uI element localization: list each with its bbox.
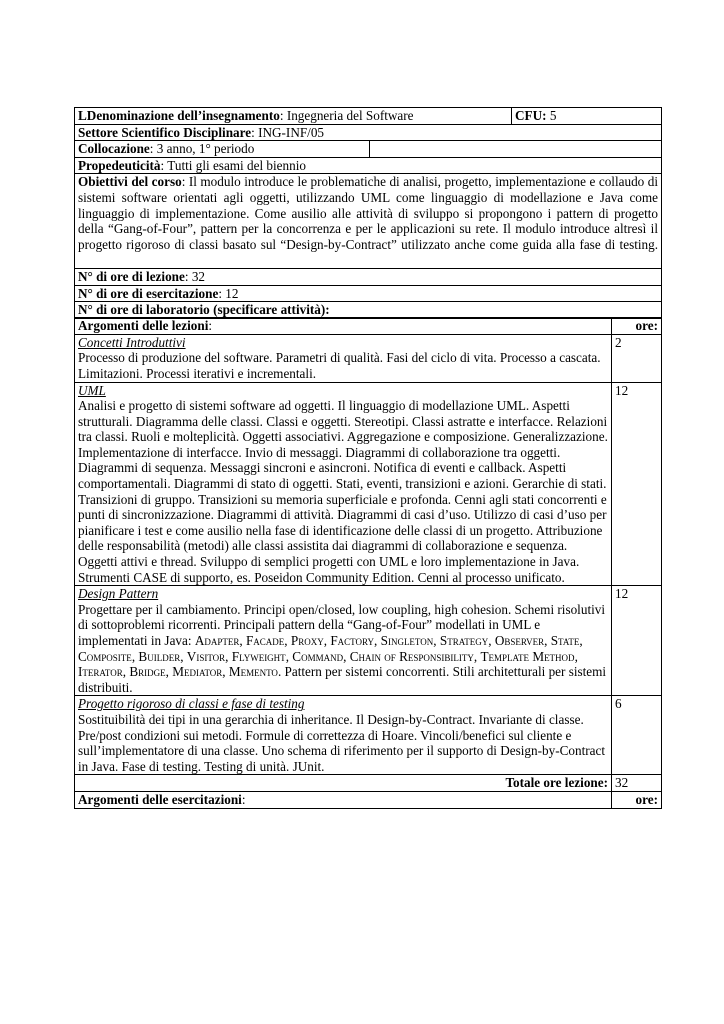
cell-esercitazioni-ore-heading: ore:	[612, 791, 662, 808]
denominazione-label: LDenominazione dell’insegnamento	[78, 108, 280, 123]
row-ore-esercitazione	[75, 285, 662, 302]
design-pattern-intro: Progettare per il cambiamento. Principi open/closed, low coupling, high cohesion. Schemi risolutivi di sottoproblemi ricorrenti. Principali pattern della “Gang-of-Four” modellati in UML e implementati in Java:	[78, 601, 606, 648]
cell-ore-esercitazione: N° di ore di esercitazione: 12	[75, 285, 662, 302]
pattern-name: Memento	[228, 664, 278, 680]
ore-esercitazione-value: 12	[225, 285, 239, 301]
lezioni-ore-heading: ore	[635, 318, 654, 334]
row-ore-laboratorio	[75, 302, 662, 319]
pattern-list: Adapter, Facade, Proxy, Factory, Singleton, Strategy, Observer, State, Composite, Builder, Visitor, Flyweight, Command, Chain of Responsibility, Template Method, Iterator, Bridge, Mediator, Memento.	[78, 633, 583, 680]
propedeuticita-value: Tutti gli esami del biennio	[167, 157, 306, 173]
ore-esercitazione-label: N° di ore di esercitazione	[78, 285, 219, 301]
row-settore	[75, 124, 662, 141]
cell-cfu	[512, 108, 662, 125]
topic-hours: 12	[612, 382, 662, 586]
row-ore-lezione	[75, 268, 662, 285]
pattern-name: Proxy	[290, 633, 324, 648]
cell-settore: Settore Scientifico Disciplinare: ING-INF/05	[75, 124, 662, 141]
pattern-name: Factory	[330, 633, 375, 648]
ore-lezione-label: N° di ore di lezione	[78, 268, 185, 284]
topic-title: UML	[78, 382, 106, 398]
pattern-name: Composite	[78, 648, 132, 664]
lezioni-heading: Argomenti delle lezioni	[78, 318, 209, 334]
cell-collocazione-empty	[370, 141, 662, 158]
topic-row	[75, 696, 662, 775]
pattern-name: Template Method	[480, 648, 575, 664]
topic-row	[75, 334, 662, 382]
settore-label: Settore Scientifico Disciplinare	[78, 124, 252, 140]
pattern-name: Command	[292, 648, 344, 664]
pattern-name: Visitor	[186, 648, 226, 664]
lezioni-heading-row	[75, 318, 662, 335]
topic-description: Processo di produzione del software. Parametri di qualità. Fasi del ciclo di vita. Processo a cascata. Limitazioni. Processi iterativi e incrementali.	[78, 350, 601, 381]
cell-ore-lezione: N° di ore di lezione: 32	[75, 268, 662, 285]
pattern-name: Flyweight	[231, 648, 286, 664]
topic-row	[75, 586, 662, 696]
topic-title: Progetto rigoroso di classi e fase di testing	[78, 696, 305, 712]
pattern-name: Bridge	[129, 664, 166, 680]
cell-collocazione: Collocazione: 3 anno, 1° periodo	[75, 141, 370, 158]
topic-cell	[75, 696, 612, 775]
cell-esercitazioni-heading: Argomenti delle esercitazioni:	[75, 791, 612, 808]
topic-description	[78, 602, 608, 696]
ore-laboratorio-label: N° di ore di laboratorio (specificare attività)	[78, 302, 326, 318]
totale-label: Totale ore lezione:	[505, 775, 608, 791]
course-sheet	[74, 107, 661, 809]
esercitazioni-heading: Argomenti delle esercitazioni	[78, 791, 242, 807]
topic-hours: 6	[612, 696, 662, 775]
collocazione-value: 3 anno, 1° periodo	[156, 141, 255, 157]
pattern-name: Strategy	[439, 633, 489, 648]
obiettivi-value: Il modulo introduce le problematiche di analisi, progetto, implementazione e collaudo di sistemi software orientati agli oggetti, utilizzando UML come linguaggio di modellazione e Java come linguaggio di implementazione. Come ausilio alle attività di sviluppo si propongono i pattern di progetto della “Gang-of-Four”, pattern per la concorrenza e per le applicazioni su rete. Il modulo introduce altresì il progetto rigoroso di classi basato sul “Design-by-Contract” utilizzato anche come guida alla fase di testing.	[78, 174, 659, 252]
pattern-name: Facade	[245, 633, 285, 648]
topic-title: Design Pattern	[78, 586, 159, 602]
ore-lezione-value: 32	[191, 268, 206, 284]
obiettivi-label: Obiettivi del corso	[78, 174, 182, 190]
design-pattern-outro: Pattern per sistemi concorrenti. Stili architetturali per sistemi distribuiti.	[78, 664, 607, 695]
collocazione-label: Collocazione	[78, 141, 150, 157]
course-header-table	[74, 107, 662, 319]
settore-value: ING-INF/05	[258, 124, 325, 140]
totale-label-cell	[75, 775, 612, 792]
denominazione-value: Ingegneria del Software	[286, 108, 414, 123]
pattern-name: Adapter	[194, 633, 240, 648]
row-propedeuticita	[75, 157, 662, 174]
lezioni-table	[74, 317, 662, 808]
pattern-name: Singleton	[380, 633, 434, 648]
cell-lezioni-heading: Argomenti delle lezioni:	[75, 318, 612, 335]
pattern-name: Iterator	[78, 664, 123, 680]
topic-description: Analisi e progetto di sistemi software ad oggetti. Il linguaggio di modellazione UML. Aspetti strutturali. Diagramma delle classi. Classi e oggetti. Stereotipi. Classi astratte e interfacce. Relazioni tra classi. Ruoli e molteplicità. Oggetti associativi. Aggregazione e composizione. Generalizzazione. Implementazione di interfacce. Invio di messaggi. Diagrammi di collaborazione tra oggetti. Diagrammi di sequenza. Messaggi sincroni e asincroni. Notifica di eventi e callback. Aspetti comportamentali. Diagrammi di stato di oggetti. Stati, eventi, transizioni e azioni. Gerarchie di stati. Transizioni di gruppo. Transizioni su memoria superficiale e profonda. Cenni agli stati concorrenti e punti di sincronizzazione. Diagrammi di attività. Diagrammi di casi d’uso. Utilizzo di casi d’uso per pianificare i test e come ausilio nella fase di identificazione delle classi di un progetto. Attribuzione delle responsabilità (metodi) alle classi assistita dai diagrammi di collaborazione e sequenza. Oggetti attivi e thread. Sviluppo di semplici progetti con UML e loro implementazione in Java. Strumenti CASE di supporto, es. Poseidon Community Edition. Cenni al processo unificato.	[78, 398, 608, 585]
pattern-name: Chain of Responsibility	[349, 648, 474, 664]
esercitazioni-heading-row	[75, 791, 662, 808]
topic-cell	[75, 382, 612, 586]
esercitazioni-ore-heading: ore	[635, 791, 654, 807]
topic-description: Sostituibilità dei tipi in una gerarchia di inheritance. Il Design-by-Contract. Invariante di classe. Pre/post condizioni sui metodi. Formule di correttezza di Hoare. Vincoli/benefici sul cliente e sull’implementatore di una classe. Uno schema di riferimento per il supporto di Design-by-Contract in Java. Fase di testing. Testing di unità. JUnit.	[78, 711, 605, 774]
topic-row	[75, 382, 662, 586]
totale-row	[75, 775, 662, 792]
cfu-value: 5	[549, 108, 557, 123]
row-collocazione	[75, 141, 662, 158]
row-obiettivi	[75, 174, 662, 269]
topic-hours: 2	[612, 334, 662, 382]
pattern-name: State	[550, 633, 580, 648]
pattern-name: Observer	[494, 633, 545, 648]
topic-cell	[75, 586, 612, 696]
totale-value: 32	[612, 775, 662, 792]
topic-hours: 12	[612, 586, 662, 696]
pattern-name: Builder	[138, 648, 181, 664]
topic-title: Concetti Introduttivi	[78, 334, 186, 350]
pattern-name: Mediator	[172, 664, 223, 680]
cell-denominazione: LDenominazione dell’insegnamento: Ingegneria del Software	[75, 108, 512, 125]
propedeuticita-label: Propedeuticità	[78, 157, 161, 173]
row-denominazione	[75, 108, 662, 125]
cell-lezioni-ore-heading: ore:	[612, 318, 662, 335]
cell-obiettivi: Obiettivi del corso: Il modulo introduce le problematiche di analisi, progetto, implementazione e collaudo di sistemi software orientati agli oggetti, utilizzando UML come linguaggio di modellazione e Java come linguaggio di implementazione. Come ausilio alle attività di sviluppo si propongono i pattern di progetto della “Gang-of-Four”, pattern per la concorrenza e per le applicazioni su rete. Il modulo introduce altresì il progetto rigoroso di classi basato sul “Design-by-Contract” utilizzato anche come guida alla fase di testing.	[75, 174, 662, 269]
topic-cell	[75, 334, 612, 382]
cfu-label: CFU:	[515, 108, 547, 123]
cell-ore-laboratorio: N° di ore di laboratorio (specificare attività):	[75, 302, 662, 319]
cell-propedeuticita: Propedeuticità: Tutti gli esami del biennio	[75, 157, 662, 174]
